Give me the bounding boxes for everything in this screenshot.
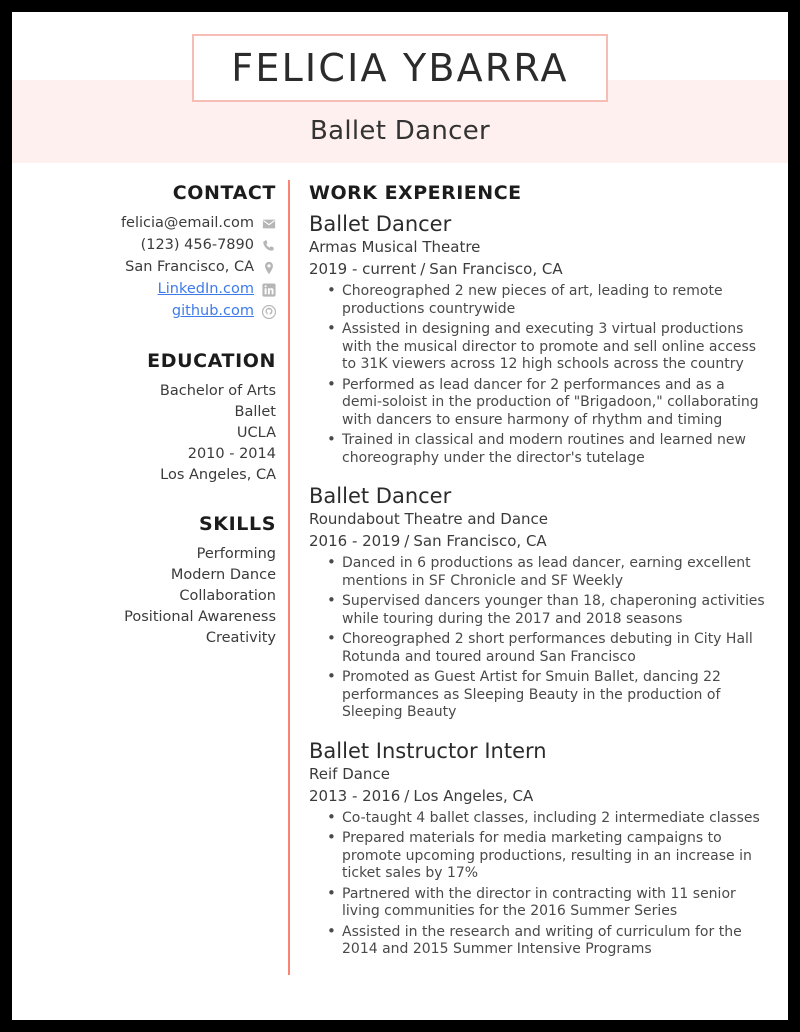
job-entry — [309, 483, 769, 722]
skill-item: Collaboration — [179, 588, 276, 604]
job-meta-separator: / — [404, 532, 410, 550]
sidebar — [48, 182, 276, 649]
job-entry — [309, 211, 769, 467]
job-bullet-list — [327, 555, 769, 722]
contact-item-github[interactable] — [48, 301, 276, 322]
envelope-icon — [262, 217, 276, 231]
contact-linkedin-link[interactable]: LinkedIn.com — [157, 281, 254, 297]
skill-item: Performing — [196, 546, 276, 562]
contact-section — [48, 182, 276, 322]
job-bullet: • Trained in classical and modern routines and learned new choreography under the director's tutelage — [327, 432, 769, 467]
contact-phone-text: (123) 456-7890 — [140, 237, 254, 253]
job-bullet: • Danced in 6 productions as lead dancer, earning excellent mentions in SF Chronicle and SF Weekly — [327, 555, 769, 590]
resume-page — [12, 12, 788, 1020]
linkedin-icon[interactable] — [262, 283, 276, 297]
work-experience-heading: WORK EXPERIENCE — [309, 182, 522, 204]
job-dates: 2019 - current — [309, 260, 417, 278]
contact-item-email — [48, 213, 276, 234]
phone-icon — [262, 239, 276, 253]
candidate-job-title: Ballet Dancer — [310, 116, 490, 146]
job-company: Reif Dance — [309, 764, 390, 783]
education-line: Bachelor of Arts — [159, 383, 276, 399]
contact-email-text: felicia@email.com — [120, 215, 254, 231]
skill-item: Modern Dance — [170, 567, 276, 583]
education-line: Ballet — [234, 404, 276, 420]
job-meta — [309, 258, 769, 280]
job-role: Ballet Instructor Intern — [309, 738, 547, 763]
job-bullet: • Performed as lead dancer for 2 performances and as a demi-soloist in the production of "Brigadoon," collaborating with dancers to ensure harmony of rhythm and timing — [327, 377, 769, 430]
education-line: 2010 - 2014 — [187, 446, 276, 462]
job-bullet: • Co-taught 4 ballet classes, including 2 intermediate classes — [327, 810, 769, 828]
job-bullet: • Assisted in designing and executing 3 virtual productions with the musical director to promote and sell online access to 31K viewers across 12 high schools across the country — [327, 321, 769, 374]
contact-item-phone — [48, 235, 276, 256]
education-heading: EDUCATION — [147, 350, 276, 372]
job-meta-separator: / — [420, 260, 426, 278]
work-experience-section — [309, 182, 769, 975]
job-location: San Francisco, CA — [413, 532, 547, 550]
job-meta-separator: / — [404, 786, 410, 805]
job-bullet: • Assisted in the research and writing of curriculum for the 2014 and 2015 Summer Intensive Programs — [327, 924, 769, 959]
job-entry — [309, 738, 769, 959]
candidate-name-box — [192, 34, 608, 102]
education-section — [48, 350, 276, 486]
job-meta — [309, 785, 769, 807]
job-bullet: • Supervised dancers younger than 18, chaperoning activities while touring during the 2017 and 2018 seasons — [327, 593, 769, 628]
contact-location-text: San Francisco, CA — [125, 259, 254, 275]
job-bullet-list — [327, 810, 769, 959]
education-line: UCLA — [236, 425, 276, 441]
job-dates: 2016 - 2019 — [309, 532, 401, 550]
skills-heading: SKILLS — [199, 513, 276, 535]
education-line: Los Angeles, CA — [160, 467, 276, 483]
contact-list — [48, 213, 276, 322]
job-role: Ballet Dancer — [309, 484, 452, 508]
job-bullet: • Choreographed 2 new pieces of art, leading to remote productions countrywide — [327, 283, 769, 318]
job-meta — [309, 530, 769, 552]
contact-item-location — [48, 257, 276, 278]
job-dates: 2013 - 2016 — [309, 786, 401, 805]
location-pin-icon — [262, 261, 276, 275]
skill-item: Creativity — [205, 630, 276, 646]
job-location: San Francisco, CA — [429, 260, 563, 278]
sidebar-spacer-2 — [48, 486, 276, 513]
github-icon[interactable] — [262, 305, 276, 319]
job-role: Ballet Dancer — [309, 212, 452, 236]
job-bullet: • Prepared materials for media marketing campaigns to promote upcoming productions, resulting in an increase in ticket sales by 17% — [327, 830, 769, 883]
contact-item-linkedin[interactable] — [48, 279, 276, 300]
candidate-name: FELICIA YBARRA — [231, 46, 569, 90]
job-location: Los Angeles, CA — [413, 786, 534, 805]
skills-section — [48, 513, 276, 649]
column-divider — [288, 180, 290, 975]
job-company: Armas Musical Theatre — [309, 238, 481, 256]
skills-list — [48, 544, 276, 649]
skill-item: Positional Awareness — [124, 609, 276, 625]
job-bullet: • Partnered with the director in contracting with 11 senior living communities for the 2016 Summer Series — [327, 886, 769, 921]
contact-heading: CONTACT — [172, 182, 276, 204]
contact-github-link[interactable]: github.com — [171, 303, 254, 319]
job-company: Roundabout Theatre and Dance — [309, 510, 549, 528]
sidebar-spacer-1 — [48, 323, 276, 350]
education-list — [48, 381, 276, 486]
job-bullet: • Choreographed 2 short performances debuting in City Hall Rotunda and toured around San Francisco — [327, 631, 769, 666]
job-bullet-list — [327, 283, 769, 467]
job-bullet: • Promoted as Guest Artist for Smuin Ballet, dancing 22 performances as Sleeping Beauty in the production of Sleeping Beauty — [327, 669, 769, 722]
